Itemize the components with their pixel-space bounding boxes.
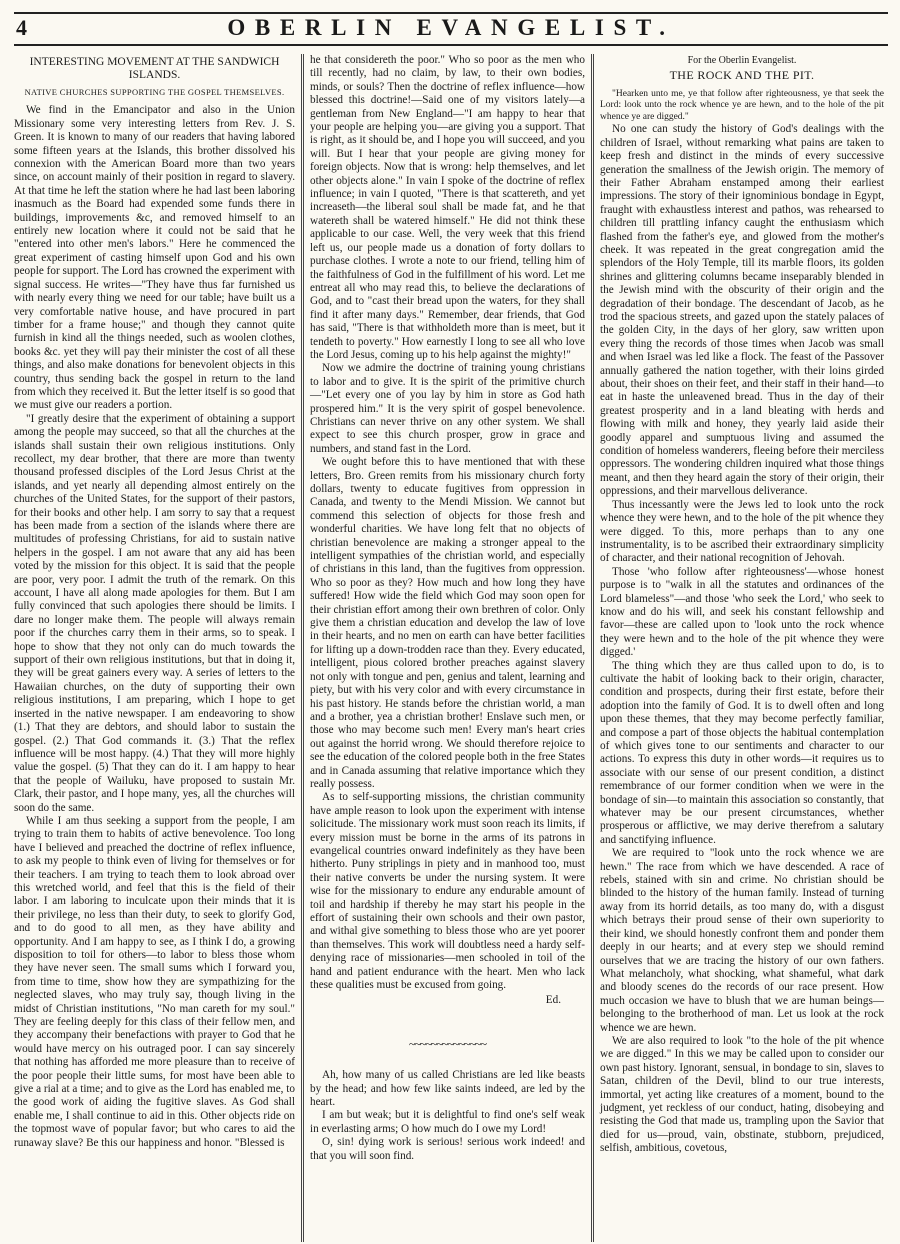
editor-signature: Ed. [545, 994, 561, 1007]
article-paragraph: We find in the Emancipator and also in the Union Missionary some very interesting letters from Rev. J. S. Green. It is known to many of our readers that having labored some fifteen years at the Islands, this brother dissolved his connexion with the American Board more than two years since, on account mainly of their position in regard to slavery. At that time he left the station where he had last been laboring inasmuch as the Board had expended some funds there in buildings, improvements &c, and removed himself to an entirely new location where it could not be said that he "entered into other men's labors." Here he commenced the great experiment of casting himself upon God and his own people for support. The Lord has crowned the experiment with signal success. He writes—"They have thus far furnished us with nearly every thing we need for our table; have built us a very comfortable native house, and have procured in part timber for a frame house;" and though they cannot quite furnish in kind all the things needed, such as woolen clothes, books &c. yet they will pay their minister the cost of all these things, and also make donations for benevolent objects in this country, thus sending back the gospel in return to the land from which they received it. But the letter itself is so good that we must give our readers a portion. [14, 104, 295, 412]
page-number: 4 [16, 15, 27, 40]
article-paragraph: As to self-supporting missions, the christian community have ample reason to look upon the experiment with intense solicitude. The missionary work must soon reach its limits, if every mission must be borne in the arms of its patrons in evangelical countries onward indefinitely as they have been hitherto. Puny striplings in piety and in manhood too, must their native converts be under the nursing system. It were wise for the missionary to endure any endurable amount of toil and hardship if thereby he may start his people in the effort of sustaining their own schools and their own pastor, and withal give something to bless those who are yet poorer than themselves. This work will doubtless need a hardy self-denying race of missionaries—men schooled in toil of the hand and patient endurance with the heart. Men who lack these qualities must be excused from going. [310, 791, 585, 992]
for-line: For the Oberlin Evangelist. [687, 55, 797, 66]
column-3 [594, 54, 884, 1242]
article-subhead: NATIVE CHURCHES SUPPORTING THE GOSPEL THEMSELVES. [24, 87, 285, 97]
article-paragraph: We ought before this to have mentioned that with these letters, Bro. Green remits from his missionary church forty dollars, twenty to educate fugitives from oppression in Canada, and twenty to the Mendi Mission. We cannot but commend this selection of objects for those fresh and wonderful charities. We have long felt that no objects of christian benevolence are making a stronger appeal to the intelligent sympathies of the christian world, and especially of christians in this land, than the fugitives from oppression. Who so poor as they? How much and how long they have suffered! How wide the field which God may soon open for their christian effort among their own brethren of color. Only give them a christian education and develop the law of love in their hearts, and no men on earth can have better facilities for lifting up a down-trodden race than they. Every educated, intelligent, pious colored brother preaches against slavery not only with tongue and pen, genius and talent, learning and piety, but with his very color and with every circumstance in his past history. He stands before the christian world, a man and a brother, yea a christian brother! Enslave such men, or those who may become such men! Every man's heart cries out against the horrid wrong. We should therefore rejoice to see the education of the colored people both in the free States and in Canada assuming that relative importance which they really possess. [310, 456, 585, 790]
reflection-paragraph: I am but weak; but it is delightful to find one's self weak in everlasting arms; O how much do I owe my Lord! [310, 1109, 585, 1135]
reflection-paragraph: O, sin! dying work is serious! serious work indeed! and that you will soon find. [310, 1136, 585, 1162]
article-headline: INTERESTING MOVEMENT AT THE SANDWICH ISLANDS. [29, 56, 280, 81]
article-paragraph: Those 'who follow after righteousness'—whose honest purpose is to "walk in all the statutes and ordinances of the Lord blameless"—and those 'who seek the Lord,' who seek to know and do his will, and seek his constant fellowship and favor—these are called upon to 'look unto the rock whence they were hewn and to the hole of the pit whence they were digged.' [600, 565, 884, 659]
column-2 [304, 54, 594, 1242]
reflection-paragraph: Ah, how many of us called Christians are led like beasts by the head; and how few like saints indeed, are led by the heart. [310, 1069, 585, 1109]
article-paragraph: Thus incessantly were the Jews led to look unto the rock whence they were hewn, and to the hole of the pit whence they were digged. To this, more perhaps than to any one instrumentality, is to be ascribed their extraordinary simplicity of character, and their national recognition of Jehovah. [600, 498, 884, 565]
newspaper-title: OBERLIN EVANGELIST. [227, 15, 675, 40]
article-paragraph: While I am thus seeking a support from the people, I am trying to train them to habits of active benevolence. Too long have I believed and preached the doctrine of reflex influence, to ask my people to think even of living for themselves or for their teachers. I am trying to teach them to look abroad over this wretched world, and feel that this is the field of their labor. I am laboring to inculcate upon their minds that it is their privilege, no less than their duty, to seek to glorify God, and to do good to all men, as they have ability and opportunity. And I am happy to see, as I think I do, a growing disposition to toil for others—to labor to bless those whom they have never seen. The small sums which I forward you, from time to time, show how they are sympathizing for the neglected slaves, who may truly say, though living in the midst of Christian institutions, "No man careth for my soul." They are feeling deeply for this class of their fellow men, and they accompany their benefactions with prayer to God that he would have mercy on his outraged poor. I can say sincerely that nothing has afforded me more pleasure than to receive of the poor people their little sums, for most have been able to give a rial at a time; and to give as the Lord has enabled me, to the good work of aiding the fugitive slaves. As God shall enable me, I shall continue to aid in this. Other objects ride on the topmost wave of popular favor; but who cares to aid the runaway slave? Be this our happiness and honor. "Blessed is [14, 814, 295, 1149]
column-1 [14, 54, 304, 1242]
article-paragraph: The thing which they are thus called upon to do, is to cultivate the habit of looking back to their origin, character, condition and prospects, during their first estate, before their adoption into the family of God. It is to dwell often and long upon these themes, that they may become perfectly familiar, and compose a part of those objects the habitual contemplation of which gives tone to our sentiments and character to our actions. To express this duty in other words—it requires us to associate with our sense of our present condition, a distinct remembrance of our former condition when we were in the bondage of sin—to maintain this association so constantly, that whatever may be our present circumstances, whether prosperous or afflictive, we may derive therefrom a salutary and sanctifying influence. [600, 659, 884, 846]
article-paragraph: he that considereth the poor." Who so poor as the men who till recently, had no claim, by law, to their own bodies, minds, or souls? Then the doctrine of reflex influence—how blessed this doctrine!—Said one of my visitors lately—a gentleman from New England—"I am happy to hear that your people are helping you—are giving you a support. That is right, as it should be, and I hope you will succeed, and you will. But I hear that your people are giving money for foreign objects. Now that is wrong: help themselves, and let other objects alone." In vain I spoke of the doctrine of reflex influence; in vain I quoted, "There is that scattereth, and yet increaseth—the liberal soul shall be made fat, and he that watereth shall be watered himself." He did not think these applicable to our case. Well, the very week that this friend left us, our people made us a donation of forty dollars to purchase clothes. I wrote a note to our friend, telling him of the faithfulness of God in the fulfillment of his word. Let me entreat all who may read this, to believe the declarations of God, and to "cast their bread upon the waters, for they shall find it after many days." Remember, dear friends, that God has said, "There is that withholdeth more than is meet, but it tendeth to poverty." How earnestly I long to see all who love the Lord Jesus, coming up to his help against the mighty!" [310, 54, 585, 361]
ornamental-divider: ~~~~~~~~~~~~~~ [409, 1036, 486, 1051]
epigraph: "Hearken unto me, ye that follow after righteousness, ye that seek the Lord: look unto the rock whence ye are hewn, and to the hole of the pit whence ye are digged." [600, 88, 884, 122]
masthead [14, 12, 888, 46]
article-paragraph: Now we admire the doctrine of training young christians to labor and to give. It is the spirit of the primitive church—"Let every one of you lay by him in store as God hath prospered him." It is the very spirit of gospel benevolence. Christians can never thrive on any other system. We shall expect to see this church prosper, grow in grace and numbers, and stand fast in the Lord. [310, 362, 585, 455]
article-paragraph: We are also required to look "to the hole of the pit whence we are digged." In this we may be called upon to consider our own past history. Ignorant, sensual, in bondage to sin, slaves to Satan, children of the Devil, blind to our true interests, immortal, yet acting like creatures of a moment, bound to the judgment, yet reckless of our conduct, hating, disobeying and resisting the God that made us, trampling upon the Savior that died for us—proud, vain, obstinate, stubborn, prejudiced, selfish, ambitious, covetous, [600, 1034, 884, 1155]
article-paragraph: We are required to "look unto the rock whence we are hewn." The race from which we have descended. A race of rebels, stained with sin and crime. No christian should be blinded to the history of the human family. Instead of turning away from its horrid details, as too many do, with a disgust which betrays their proud sense of their own superiority to their kind, we should honestly confront them and ponder them deeply in our hearts; and at every step we should remind ourselves that we are tracing the history of our own fathers. What melancholy, what shocking, what shameful, what dark and bloody scenes do the records of our race present. How much occasion we have to blush that we are human beings—belonging to the brotherhood of man. Let us look at the rock whence we are hewn. [600, 847, 884, 1034]
article-paragraph: "I greatly desire that the experiment of obtaining a support among the people may succeed, so that all the churches at the islands shall sustain their own religious institutions. Only recollect, my dear brother, that there are more than twenty thousand professed disciples of the Lord Jesus Christ at the islands, and yet nearly all depending almost entirely on the churches of the United States, for the support of their pastors, for their books and other help. I am sorry to say that a request has been made from a section of the islands where there are multitudes of professing Christians, for aid to sustain native helpers in the gospel. I am not aware that any aid has been voted by the mission for this object. It is said that the people are poor, very poor. I admit the truth of the remark. On this account, I have all along made apologies for them. But I am fully convinced that such apologies there should be limits. I dare no longer make them. The people will always remain poor if the churches carry them in their arms, so to speak. I hope to show that they not only can do much towards the support of their own religious institutions, but that in doing it, they will be great gainers every way. A series of letters to the Hawaiian churches, on the duty of supporting their own religious institutions, I am preparing, which I hope to get inserted in the native newspaper. I am endeavoring to show (1.) That they are debtors, and should labor to sustain the gospel. (2.) That God commands it. (3.) That the reflex influence will be most happy. (4.) That they will more highly value the gospel. (5) That they can do it. I am happy to hear that the people of Wailuku, have proposed to sustain Mr. Clark, their pastor, and I hope many, yes, all the churches will soon do the same. [14, 412, 295, 814]
columns [14, 54, 888, 1242]
article-title: THE ROCK AND THE PIT. [669, 68, 815, 83]
article-paragraph: No one can study the history of God's dealings with the children of Israel, without remarking what pains are taken to keep fresh and distinct in the minds of every successive generation the smallness of the Jewish origin. The memory of their Father Abraham enstamped among their earliest impressions. The story of their ignominious bondage in Egypt, fraught with exhaustless interest and pathos, was rehearsed to children till prattling infancy caught the enthusiasm which flashed from the father's eye, and glowed from the mother's cheek. It was repeated in the great congregation amid the splendors of the Holy Temple, till its marble floors, its golden shrines and glittering columns became inseparably blended in the Jewish mind with the obscurity of their origin and the degradation of their bondage. The descendant of Jacob, as he trod the spacious streets, and gazed upon the stately palaces of the golden City, in the days of her glory, saw written upon every thing the records of those times when Jacob was small and when Israel was led like a flock. The feast of the Passover annually gathered the nation together, with their loins girded about, their shoes on their feet, and their staff in their hand—to eat in haste the unleavened bread. Thus in the day of their greatest prosperity and in a land bleating with herds and flowing with milk and honey, they yearly laid aside their goodly apparel and sumptuous living and assumed the condition of homeless wanderers, fleeing before their merciless oppressors. The wondering children inquired what those things meant, and then they heard again the story of their origin, their oppressions, and their marvellous deliverance. [600, 123, 884, 498]
